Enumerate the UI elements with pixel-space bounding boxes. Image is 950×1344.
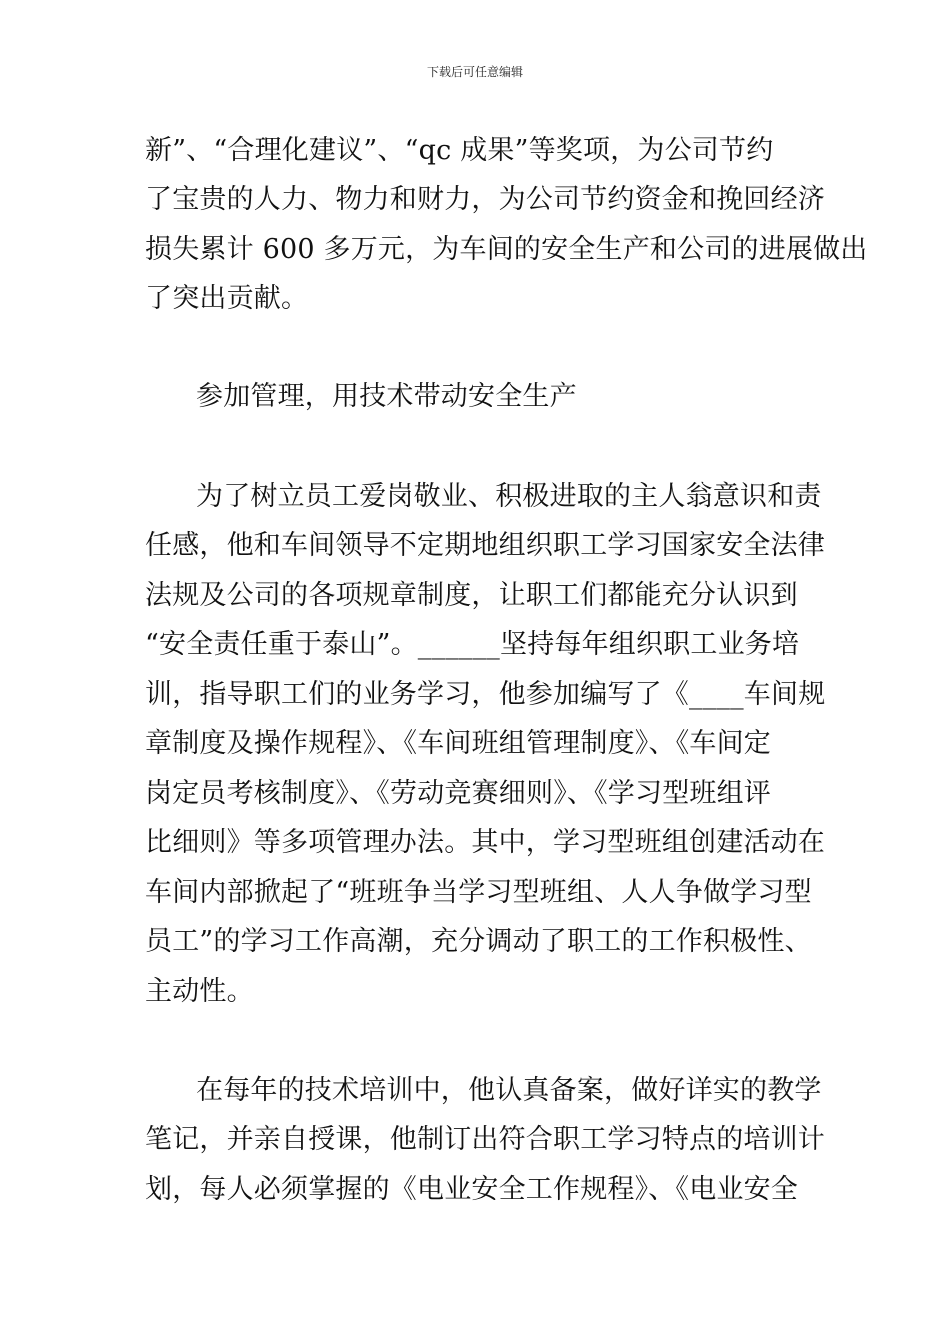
section-heading: 参加管理，用技术带动安全生产 xyxy=(196,381,577,412)
paragraph-3-line-2: 任感，他和车间领导不定期地组织职工学习国家安全法律 xyxy=(145,530,825,561)
paragraph-4-line-1: 在每年的技术培训中，他认真备案，做好详实的教学 xyxy=(196,1075,822,1106)
paragraph-1-line-4: 了突出贡献。 xyxy=(145,283,309,314)
paragraph-1-line-1: 新”、“合理化建议”、“qc 成果”等奖项，为公司节约 xyxy=(145,135,774,166)
paragraph-3-line-1: 为了树立员工爱岗敬业、积极进取的主人翁意识和责 xyxy=(196,481,822,512)
paragraph-1-line-2: 了宝贵的人力、物力和财力，为公司节约资金和挽回经济 xyxy=(145,184,825,215)
paragraph-3-line-7: 岗定员考核制度》、《劳动竞赛细则》、《学习型班组评 xyxy=(145,778,771,809)
paragraph-3-line-3: 法规及公司的各项规章制度，让职工们都能充分认识到 xyxy=(145,580,798,611)
paragraph-3-line-8: 比细则》等多项管理办法。其中，学习型班组创建活动在 xyxy=(145,827,825,858)
paragraph-3-line-9: 车间内部掀起了“班班争当学习型班组、人人争做学习型 xyxy=(145,877,812,908)
page-header-note: 下载后可任意编辑 xyxy=(426,65,523,79)
paragraph-3-line-4: “安全责任重于泰山”。______坚持每年组织职工业务培 xyxy=(145,629,800,660)
paragraph-3-line-11: 主动性。 xyxy=(145,976,254,1007)
paragraph-3-line-6: 章制度及操作规程》、《车间班组管理制度》、《车间定 xyxy=(145,728,771,759)
paragraph-4-line-3: 划，每人必须掌握的《电业安全工作规程》、《电业安全 xyxy=(145,1174,798,1205)
paragraph-3-line-10: 员工”的学习工作高潮，充分调动了职工的工作积极性、 xyxy=(145,926,812,957)
paragraph-1-line-3: 损失累计 600 多万元，为车间的安全生产和公司的进展做出 xyxy=(145,234,868,265)
paragraph-4-line-2: 笔记，并亲自授课，他制订出符合职工学习特点的培训计 xyxy=(145,1124,825,1155)
paragraph-3-line-5: 训，指导职工们的业务学习，他参加编写了《____车间规 xyxy=(145,679,826,710)
